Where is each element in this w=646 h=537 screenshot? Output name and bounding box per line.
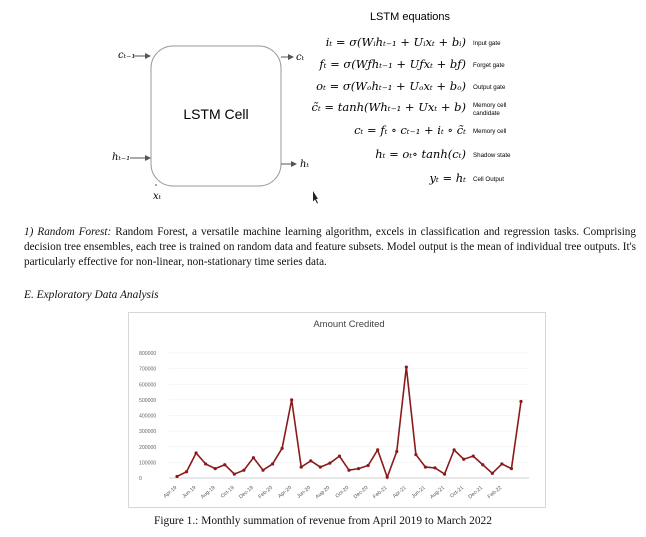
y-tick-label: 500000 bbox=[139, 397, 157, 404]
data-point bbox=[443, 472, 446, 475]
x-tick-label: Apr-21 bbox=[391, 484, 408, 500]
y-tick-label: 600000 bbox=[139, 382, 157, 389]
x-tick-label: Oct-21 bbox=[449, 484, 465, 500]
x-tick-label: Aug-19 bbox=[199, 484, 217, 501]
data-point bbox=[290, 398, 293, 401]
data-point bbox=[347, 469, 350, 472]
data-point bbox=[433, 466, 436, 469]
y-tick-label: 200000 bbox=[139, 444, 157, 451]
data-point bbox=[309, 459, 312, 462]
random-forest-body: Random Forest, a versatile machine learning algorithm, excels in classification and regression tasks. Comprising decision tree ensembles, each tree is trained on random data and feature subsets. Model output is the mean of individual tree outputs. It's particularly effective for non-linear, non-stationary time series data. bbox=[24, 226, 636, 269]
y-tick-label: 800000 bbox=[139, 351, 157, 357]
equation-label-2: Forget gate bbox=[473, 62, 505, 69]
data-point bbox=[252, 456, 255, 459]
data-point bbox=[223, 463, 226, 466]
c-prev-label: cₜ₋₁ bbox=[118, 50, 136, 61]
data-point bbox=[328, 462, 331, 465]
x-tick-label: Aug-21 bbox=[429, 484, 446, 501]
data-point bbox=[319, 465, 322, 468]
y-tick-label: 700000 bbox=[139, 366, 157, 373]
equation-label-7: Cell Output bbox=[473, 176, 504, 183]
equation-list bbox=[312, 35, 512, 185]
x-tick-label: Feb-20 bbox=[257, 484, 274, 501]
data-point bbox=[405, 365, 408, 368]
data-point bbox=[472, 455, 475, 458]
x-tick-label: Apr-20 bbox=[277, 484, 293, 500]
data-point bbox=[500, 462, 503, 465]
section-heading: E. Exploratory Data Analysis bbox=[24, 289, 159, 301]
equation-label-5: Memory cell bbox=[473, 128, 507, 135]
data-point bbox=[242, 469, 245, 472]
equation-label-4: Memory cell bbox=[473, 102, 507, 109]
series-line bbox=[177, 367, 521, 477]
data-point bbox=[376, 448, 379, 451]
lstm-equations-title: LSTM equations bbox=[369, 11, 451, 23]
lstm-cell-label: LSTM Cell bbox=[183, 106, 249, 122]
data-point bbox=[481, 463, 484, 466]
revenue-line-chart bbox=[129, 313, 545, 507]
data-point bbox=[395, 450, 398, 453]
equation-label-6: Shadow state bbox=[473, 152, 511, 159]
x-tick-label: Dec-20 bbox=[352, 484, 370, 501]
data-point bbox=[261, 469, 264, 472]
data-point bbox=[491, 472, 494, 475]
data-point bbox=[233, 472, 236, 475]
data-point bbox=[175, 475, 178, 478]
data-point bbox=[386, 476, 389, 479]
x-tick-label: Dec-21 bbox=[467, 484, 485, 501]
equation-7: yₜ = hₜ bbox=[429, 171, 466, 185]
y-tick-label: 0 bbox=[139, 476, 142, 482]
data-point bbox=[414, 453, 417, 456]
equation-5: cₜ = fₜ ∘ cₜ₋₁ + iₜ ∘ c̃ₜ bbox=[354, 123, 466, 137]
data-point bbox=[519, 400, 522, 403]
x-tick-label: Apr-19 bbox=[162, 484, 179, 500]
random-forest-lead: 1) Random Forest: bbox=[24, 226, 112, 238]
x-tick-label: Jun-20 bbox=[296, 484, 313, 500]
equation-6: hₜ = oₜ∘ tanh(cₜ) bbox=[375, 147, 466, 161]
data-point bbox=[271, 462, 274, 465]
equation-2: fₜ = σ(Wƒhₜ₋₁ + Uƒxₜ + bƒ) bbox=[319, 57, 466, 71]
data-point bbox=[204, 462, 207, 465]
x-tick-label: Aug-20 bbox=[314, 484, 332, 501]
y-tick-label: 400000 bbox=[139, 413, 157, 420]
data-point bbox=[357, 467, 360, 470]
data-point bbox=[214, 467, 217, 470]
equation-1: iₜ = σ(Wᵢhₜ₋₁ + Uᵢxₜ + bᵢ) bbox=[325, 35, 466, 49]
equation-3: oₜ = σ(Wₒhₜ₋₁ + Uₒxₜ + bₒ) bbox=[316, 79, 466, 93]
chart-title: Amount Credited bbox=[313, 319, 385, 330]
data-point bbox=[281, 447, 284, 450]
data-point bbox=[195, 451, 198, 454]
x-tick-label: Jun-21 bbox=[410, 484, 427, 500]
cursor-icon bbox=[313, 191, 318, 204]
figure-caption: Figure 1.: Monthly summation of revenue from April 2019 to March 2022 bbox=[154, 515, 492, 527]
lstm-figure bbox=[0, 0, 646, 212]
y-tick-label: 300000 bbox=[139, 429, 157, 436]
data-point bbox=[510, 467, 513, 470]
h-out-label: hₜ bbox=[300, 159, 309, 170]
data-point bbox=[300, 465, 303, 468]
c-out-label: cₜ bbox=[296, 52, 305, 63]
x-tick-label: Jun-19 bbox=[181, 484, 198, 500]
x-tick-label: Dec-19 bbox=[238, 484, 255, 501]
equation-label-1: Input gate bbox=[473, 40, 501, 47]
data-point bbox=[338, 455, 341, 458]
data-point bbox=[453, 448, 456, 451]
h-prev-label: hₜ₋₁ bbox=[112, 152, 131, 163]
x-tick-label: Oct-19 bbox=[219, 484, 236, 500]
x-tick-label: Feb-21 bbox=[372, 484, 389, 501]
chart-frame bbox=[128, 312, 546, 508]
data-point bbox=[185, 470, 188, 473]
data-point bbox=[367, 464, 370, 467]
x-tick-label: Feb-22 bbox=[486, 484, 504, 501]
equation-label-4-cont: candidate bbox=[473, 110, 500, 117]
data-point bbox=[424, 465, 427, 468]
x-tick-label: Oct-20 bbox=[334, 484, 351, 500]
data-point bbox=[462, 458, 465, 461]
equation-label-3: Output gate bbox=[473, 84, 506, 91]
y-tick-label: 100000 bbox=[139, 460, 157, 467]
random-forest-paragraph bbox=[24, 225, 636, 271]
x-input-label: xₜ bbox=[153, 191, 162, 202]
equation-4: c̃ₜ = tanh(Whₜ₋₁ + Uxₜ + b) bbox=[311, 100, 466, 114]
